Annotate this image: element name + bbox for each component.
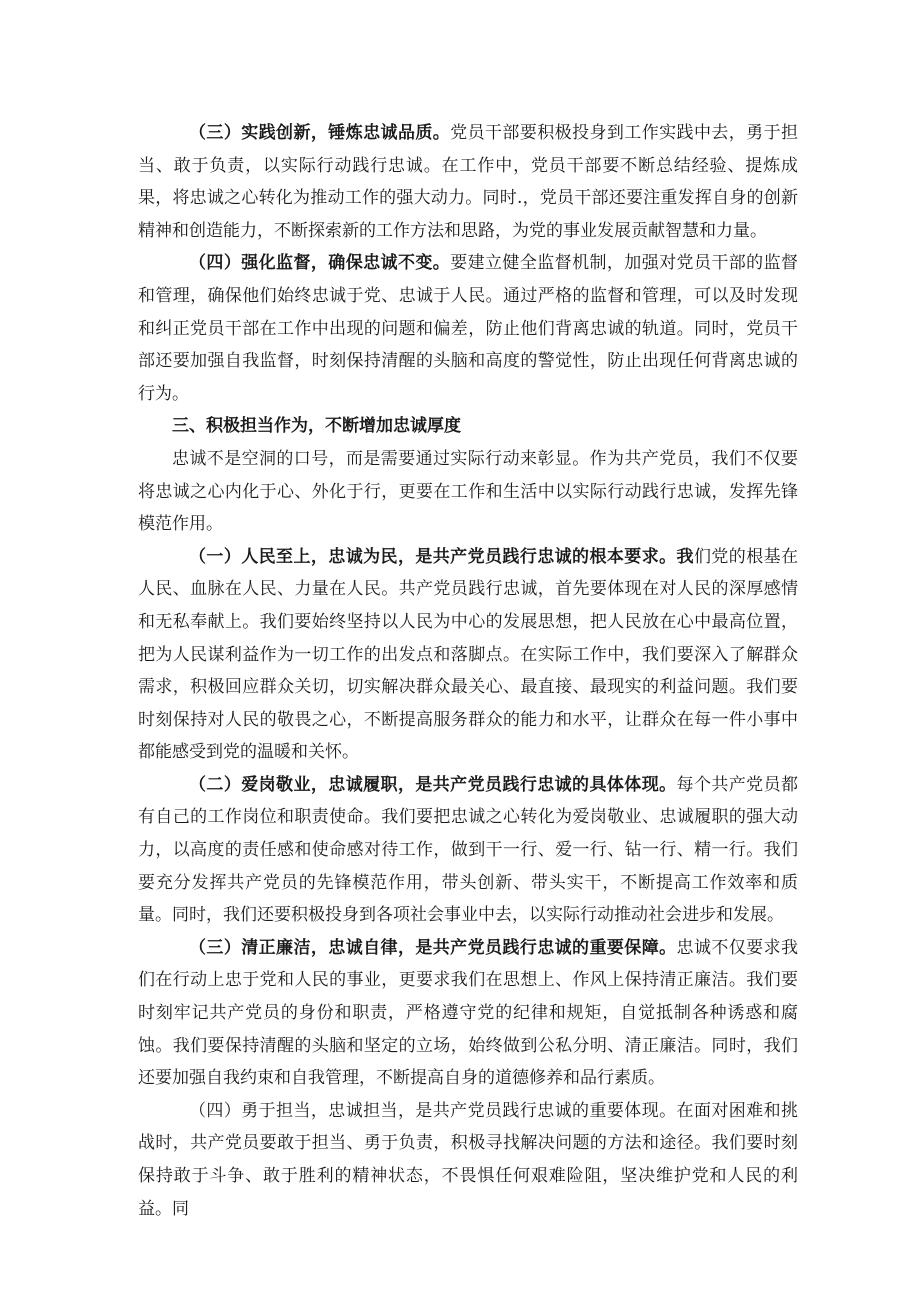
paragraph-body: 党员干部要积极投身到工作实践中去，勇于担当、敢于负责，以实际行动践行忠诚。在工作中，党员干部要不断总结经验、提炼成果，将忠诚之心转化为推动工作的强大动力。同时.，党员干部还要注重发挥自身的创新精神和创造能力，不断探索新的工作方法和思路，为党的事业发展贡献智慧和力量。 <box>138 123 799 241</box>
item-lead: （三）清正廉洁，忠诚自律，是共产党员践行忠诚的重要保障。 <box>189 937 677 958</box>
item-responsibility <box>138 1095 798 1225</box>
item-body: 每个共产党员都有自己的工作岗位和职责使命。我们要把忠诚之心转化为爱岗敬业、忠诚履职的强大动力，以高度的责任感和使命感对待工作，做到干一行、爱一行、钻一行、精一行。我们要充分发挥共产党员的先锋模范作用，带头创新、带头实干，不断提高工作效率和质量。同时，我们还要积极投身到各项社会事业中去，以实际行动推动社会进步和发展。 <box>138 774 799 926</box>
document-page <box>138 117 798 1225</box>
paragraph-practice-innovation <box>138 117 798 247</box>
item-body: 忠诚不仅要求我们在行动上忠于党和人民的事业，更要求我们在思想上、作风上保持清正廉洁。我们要时刻牢记共产党员的身份和职责，严格遵守党的纪律和规矩，自觉抵制各种诱惑和腐蚀。我们要保持清醒的头脑和坚定的立场，始终做到公私分明、清正廉洁。同时，我们还要加强自我约束和自我管理，不断提高自身的道德修养和品行素质。 <box>138 937 799 1089</box>
paragraph-body: 要建立健全监督机制，加强对党员干部的监督和管理，确保他们始终忠诚于党、忠诚于人民。通过严格的监督和管理，可以及时发现和纠正党员干部在工作中出现的问题和偏差，防止他们背离忠诚的轨道。同时，党员干部还要加强自我监督，时刻保持清醒的头脑和高度的警觉性，防止出现任何背离忠诚的行为。 <box>138 253 799 404</box>
item-lead: （一）人民至上，忠诚为民，是共产党员践行忠诚的根本要求。我 <box>189 546 694 567</box>
section-intro: 忠诚不是空洞的口号，而是需要通过实际行动来彰显。作为共产党员，我们不仅要将忠诚之心内化于心、外化于行，更要在工作和生活中以实际行动践行忠诚，发挥先锋模范作用。 <box>138 448 798 535</box>
paragraph-lead: （四）强化监督，确保忠诚不变。 <box>189 253 451 274</box>
paragraph-strengthen-supervision <box>138 247 798 410</box>
item-lead: （二）爱岗敬业，忠诚履职，是共产党员践行忠诚的具体体现。 <box>189 774 677 795</box>
paragraph-lead: （三）实践创新，锤炼忠诚品质。 <box>189 123 451 143</box>
section-heading: 三、积极担当作为，不断增加忠诚厚度 <box>172 416 461 437</box>
item-people-first <box>138 541 798 769</box>
item-body: 们党的根基在人民、血脉在人民、力量在人民。共产党员践行忠诚，首先要体现在对人民的深厚感情和无私奉献上。我们要始终坚持以人民为中心的发展思想，把人民放在心中最高位置，把为人民谋利益作为一切工作的出发点和落脚点。在实际工作中，我们要深入了解群众需求，积极回应群众关切，切实解决群众最关心、最直接、最现实的利益问题。我们要时刻保持对人民的敬畏之心，不断提高服务群众的能力和水平，让群众在每一件小事中都能感受到党的温暖和关怀。 <box>138 546 799 763</box>
item-body: （四）勇于担当，忠诚担当，是共产党员践行忠诚的重要体现。在面对困难和挑战时，共产党员要敢于担当、勇于负责，积极寻找解决问题的方法和途径。我们要时刻保持敢于斗争、敢于胜利的精神状态，不畏惧任何艰难险阻，坚决维护党和人民的利益。同 <box>138 1100 798 1219</box>
item-integrity <box>138 932 798 1095</box>
item-dedication <box>138 769 798 932</box>
